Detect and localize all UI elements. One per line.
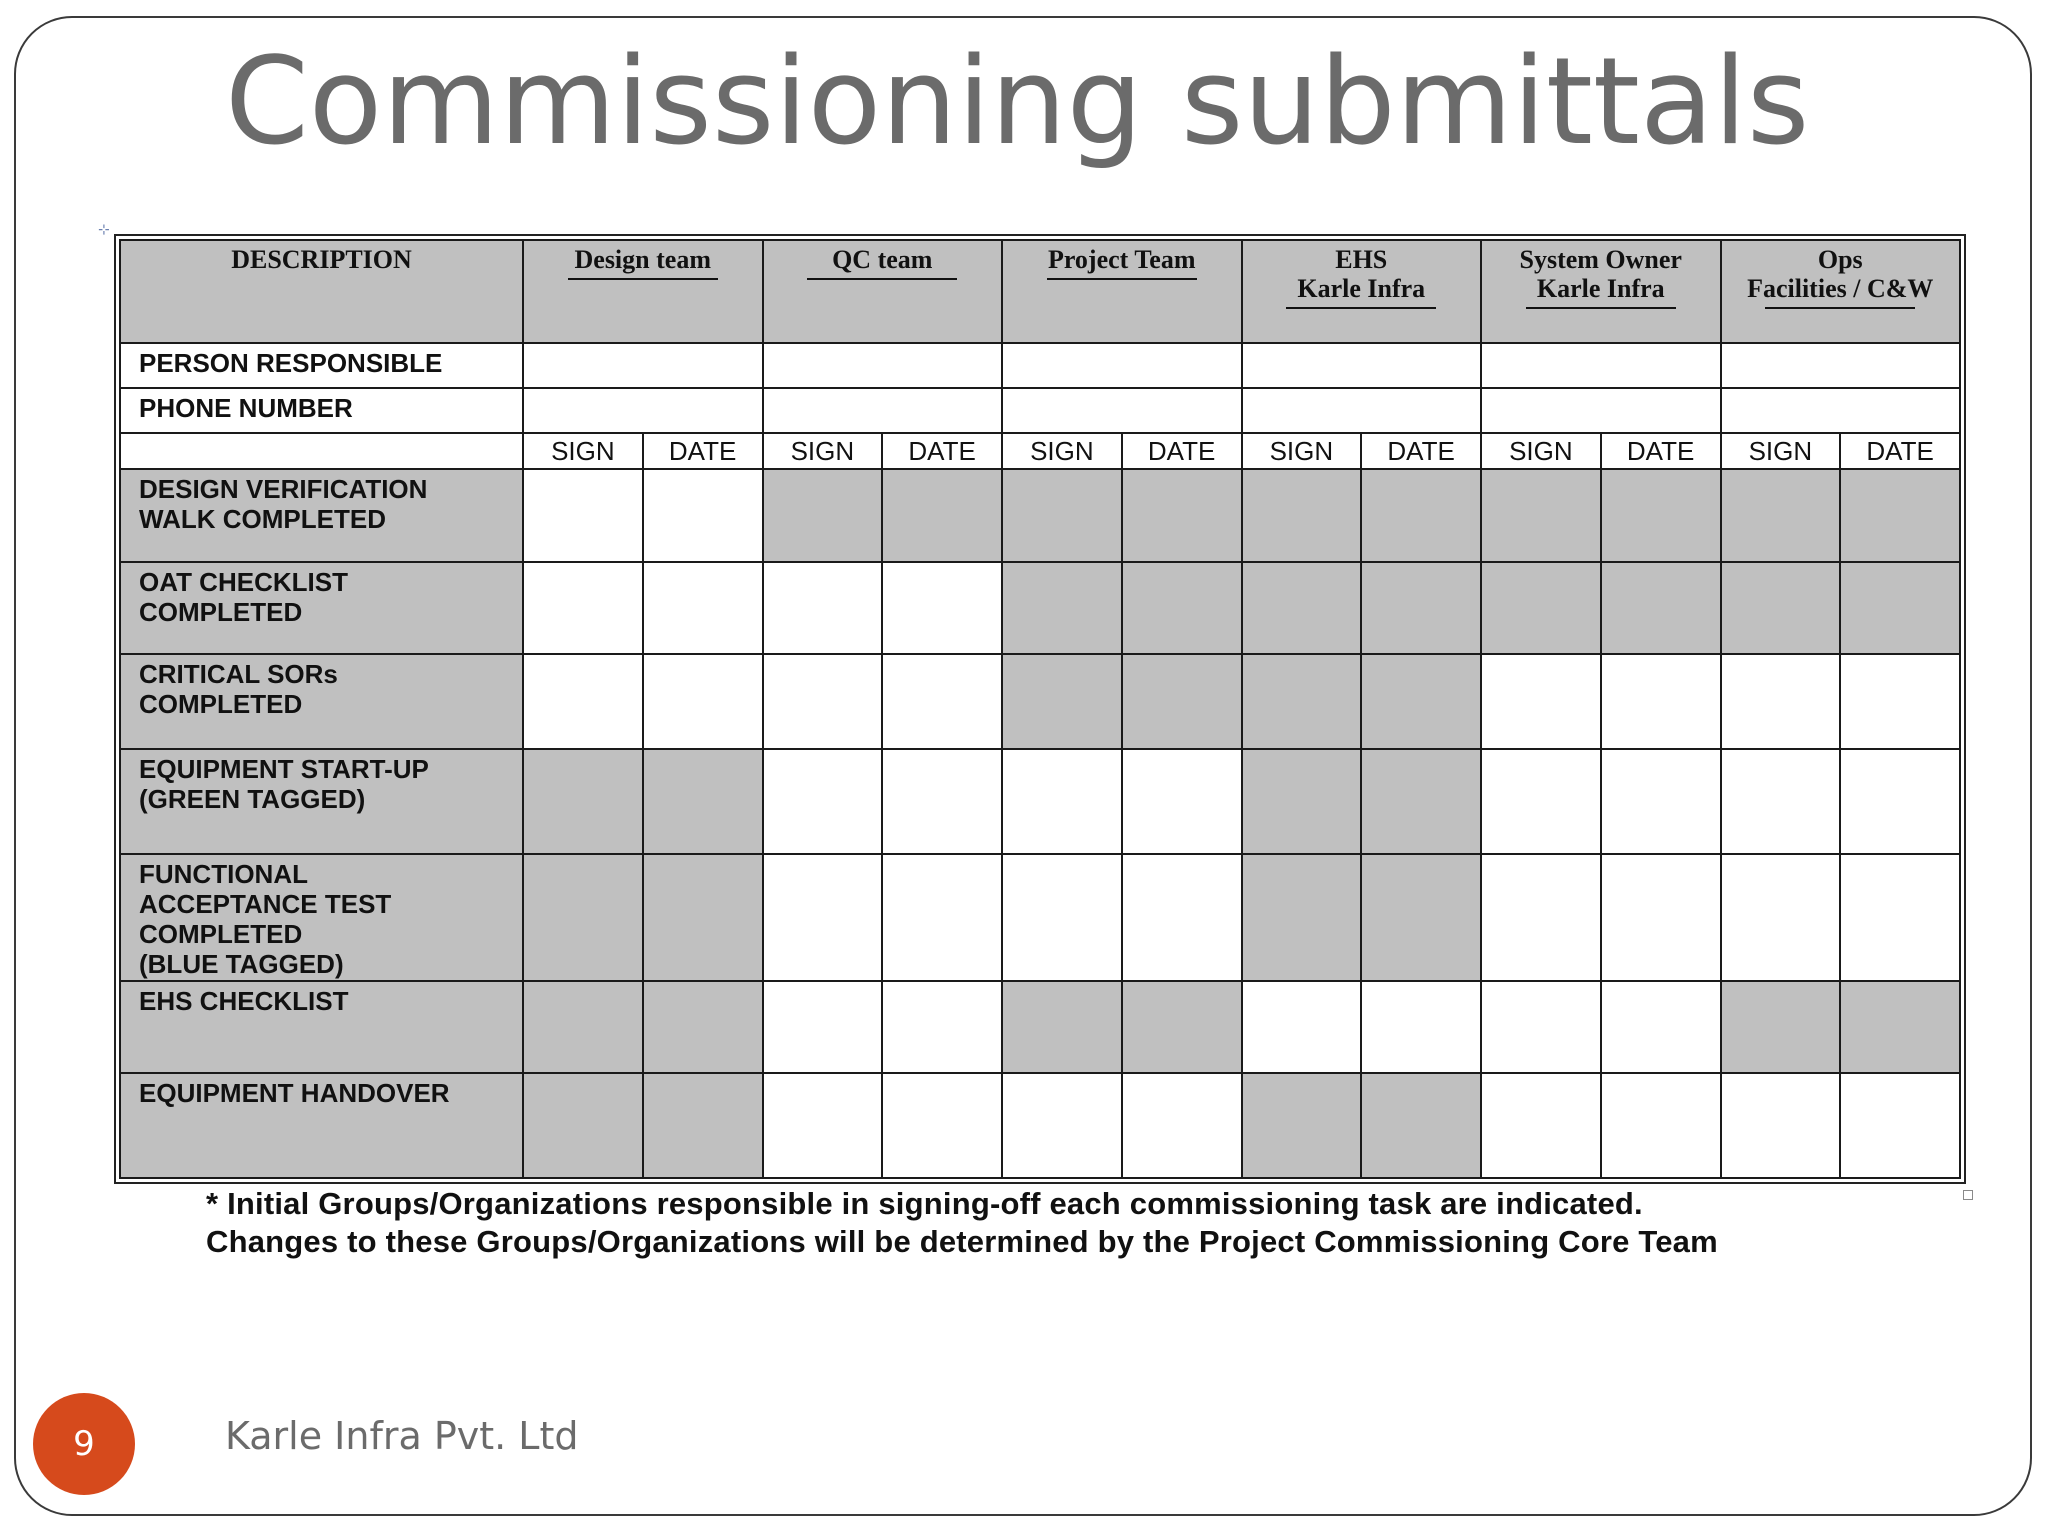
sign-cell[interactable]	[1721, 749, 1841, 855]
group-header-5	[1481, 240, 1721, 343]
sign-date-blank-cell	[120, 433, 523, 469]
sign-cell	[523, 1073, 643, 1178]
group-header-6	[1721, 240, 1961, 343]
sign-column-header: SIGN	[1242, 433, 1362, 469]
group-header-2	[763, 240, 1003, 343]
date-column-header: DATE	[643, 433, 763, 469]
sign-cell[interactable]	[1242, 981, 1362, 1073]
date-cell	[1361, 654, 1481, 749]
sign-cell	[1242, 749, 1362, 855]
sign-cell	[1242, 654, 1362, 749]
group-name: EHS	[1335, 245, 1388, 274]
group-organization: Karle Infra	[1536, 274, 1665, 303]
entry-cell[interactable]	[1481, 388, 1721, 433]
entry-cell[interactable]	[523, 343, 763, 388]
submittals-table	[119, 239, 1961, 1179]
date-cell[interactable]	[882, 981, 1002, 1073]
sign-column-header: SIGN	[1481, 433, 1601, 469]
group-header-1	[523, 240, 763, 343]
sign-cell	[1721, 981, 1841, 1073]
sign-date-row	[120, 433, 1960, 469]
sign-cell	[1481, 469, 1601, 561]
sign-cell[interactable]	[763, 562, 883, 654]
signature-line	[807, 278, 957, 280]
entry-cell[interactable]	[1002, 343, 1242, 388]
sign-cell[interactable]	[763, 854, 883, 981]
date-column-header: DATE	[1122, 433, 1242, 469]
date-cell[interactable]	[1601, 654, 1721, 749]
task-row	[120, 854, 1960, 981]
description-header: DESCRIPTION	[120, 240, 523, 343]
sign-cell[interactable]	[763, 981, 883, 1073]
task-label: DESIGN VERIFICATION WALK COMPLETED	[120, 469, 523, 561]
date-cell[interactable]	[643, 562, 763, 654]
sign-column-header: SIGN	[1721, 433, 1841, 469]
sign-cell	[1721, 562, 1841, 654]
sign-column-header: SIGN	[1002, 433, 1122, 469]
submittals-table-container	[114, 234, 1966, 1184]
sign-cell	[1721, 469, 1841, 561]
date-cell[interactable]	[882, 749, 1002, 855]
footnote-line-1: * Initial Groups/Organizations responsible in signing-off each commissioning task are indicated.	[206, 1186, 1643, 1221]
entry-cell[interactable]	[1002, 388, 1242, 433]
entry-cell[interactable]	[1721, 343, 1961, 388]
task-label: FUNCTIONAL ACCEPTANCE TEST COMPLETED (BLUE TAGGED)	[120, 854, 523, 981]
footnote-line-2: Changes to these Groups/Organizations will be determined by the Project Commissioning Core Team	[206, 1224, 1718, 1259]
task-label: EHS CHECKLIST	[120, 981, 523, 1073]
date-cell	[643, 854, 763, 981]
sign-column-header: SIGN	[763, 433, 883, 469]
group-name: Project Team	[1047, 245, 1196, 274]
date-cell	[1601, 469, 1721, 561]
date-cell[interactable]	[882, 654, 1002, 749]
sign-cell	[523, 981, 643, 1073]
sign-cell	[763, 469, 883, 561]
group-name: Ops	[1817, 245, 1863, 274]
date-cell	[1361, 854, 1481, 981]
sign-cell[interactable]	[1481, 1073, 1601, 1178]
table-anchor-icon: ⊹	[98, 222, 110, 238]
date-column-header: DATE	[882, 433, 1002, 469]
resize-handle-icon[interactable]	[1963, 1190, 1973, 1200]
date-column-header: DATE	[1601, 433, 1721, 469]
signature-line	[1286, 307, 1436, 309]
sign-cell	[1002, 469, 1122, 561]
signature-line	[1047, 278, 1197, 280]
entry-cell[interactable]	[1242, 388, 1482, 433]
date-cell	[1840, 981, 1960, 1073]
date-cell	[1361, 562, 1481, 654]
task-row	[120, 981, 1960, 1073]
date-cell[interactable]	[1122, 749, 1242, 855]
group-header-row	[120, 240, 1960, 343]
date-cell[interactable]	[1840, 749, 1960, 855]
footnote	[206, 1185, 1718, 1261]
entry-cell[interactable]	[523, 388, 763, 433]
sign-cell	[1242, 854, 1362, 981]
date-cell	[1361, 469, 1481, 561]
date-cell[interactable]	[1601, 749, 1721, 855]
date-cell	[643, 981, 763, 1073]
sign-cell[interactable]	[1481, 749, 1601, 855]
sign-cell[interactable]	[763, 654, 883, 749]
page-number: 9	[73, 1424, 95, 1464]
date-cell[interactable]	[1840, 654, 1960, 749]
page-number-badge	[33, 1393, 135, 1495]
phone-number-label: PHONE NUMBER	[120, 388, 523, 433]
date-cell[interactable]	[1122, 1073, 1242, 1178]
sign-cell	[1481, 562, 1601, 654]
group-name: System Owner	[1519, 245, 1682, 274]
date-cell[interactable]	[643, 469, 763, 561]
date-column-header: DATE	[1840, 433, 1960, 469]
date-cell[interactable]	[1361, 981, 1481, 1073]
slide-title: Commissioning submittals	[225, 33, 1810, 172]
group-name: Design team	[574, 245, 711, 274]
entry-cell[interactable]	[1481, 343, 1721, 388]
date-cell	[1361, 749, 1481, 855]
sign-cell[interactable]	[763, 749, 883, 855]
date-column-header: DATE	[1361, 433, 1481, 469]
date-cell	[643, 749, 763, 855]
entry-cell[interactable]	[1242, 343, 1482, 388]
sign-cell	[1002, 654, 1122, 749]
phone-number-row	[120, 388, 1960, 433]
date-cell	[1122, 469, 1242, 561]
date-cell	[643, 1073, 763, 1178]
sign-cell[interactable]	[1481, 981, 1601, 1073]
date-cell[interactable]	[1601, 981, 1721, 1073]
sign-cell[interactable]	[1002, 749, 1122, 855]
sign-cell[interactable]	[1481, 654, 1601, 749]
group-header-3	[1002, 240, 1242, 343]
sign-cell[interactable]	[1721, 854, 1841, 981]
entry-cell[interactable]	[763, 388, 1003, 433]
date-cell[interactable]	[882, 1073, 1002, 1178]
task-label: EQUIPMENT HANDOVER	[120, 1073, 523, 1178]
sign-cell	[1242, 562, 1362, 654]
group-name: QC team	[832, 245, 933, 274]
signature-line	[1765, 307, 1915, 309]
date-cell[interactable]	[1122, 854, 1242, 981]
date-cell	[1840, 562, 1960, 654]
sign-cell	[1002, 981, 1122, 1073]
entry-cell[interactable]	[1721, 388, 1961, 433]
date-cell	[1361, 1073, 1481, 1178]
signature-line	[1526, 307, 1676, 309]
date-cell[interactable]	[1840, 854, 1960, 981]
date-cell	[1601, 562, 1721, 654]
sign-column-header: SIGN	[523, 433, 643, 469]
date-cell	[1122, 562, 1242, 654]
date-cell[interactable]	[1840, 1073, 1960, 1178]
sign-cell[interactable]	[1721, 1073, 1841, 1178]
sign-cell[interactable]	[523, 562, 643, 654]
date-cell[interactable]	[882, 854, 1002, 981]
group-organization: Facilities / C&W	[1747, 274, 1934, 303]
sign-cell[interactable]	[1002, 854, 1122, 981]
sign-cell[interactable]	[523, 654, 643, 749]
task-row	[120, 469, 1960, 561]
person-responsible-row	[120, 343, 1960, 388]
date-cell	[1840, 469, 1960, 561]
task-row	[120, 562, 1960, 654]
task-row	[120, 1073, 1960, 1178]
task-row	[120, 654, 1960, 749]
sign-cell[interactable]	[1481, 854, 1601, 981]
sign-cell	[523, 854, 643, 981]
sign-cell[interactable]	[763, 1073, 883, 1178]
sign-cell[interactable]	[523, 469, 643, 561]
signature-line	[568, 278, 718, 280]
sign-cell[interactable]	[1002, 1073, 1122, 1178]
sign-cell	[1242, 469, 1362, 561]
company-name: Karle Infra Pvt. Ltd	[225, 1414, 579, 1458]
sign-cell	[1002, 562, 1122, 654]
date-cell	[882, 469, 1002, 561]
date-cell	[1122, 654, 1242, 749]
task-label: EQUIPMENT START-UP (GREEN TAGGED)	[120, 749, 523, 855]
date-cell[interactable]	[643, 654, 763, 749]
sign-cell	[523, 749, 643, 855]
entry-cell[interactable]	[763, 343, 1003, 388]
task-label: CRITICAL SORs COMPLETED	[120, 654, 523, 749]
person-responsible-label: PERSON RESPONSIBLE	[120, 343, 523, 388]
sign-cell[interactable]	[1721, 654, 1841, 749]
group-header-4	[1242, 240, 1482, 343]
task-row	[120, 749, 1960, 855]
sign-cell	[1242, 1073, 1362, 1178]
task-label: OAT CHECKLIST COMPLETED	[120, 562, 523, 654]
date-cell[interactable]	[1601, 1073, 1721, 1178]
group-organization: Karle Infra	[1297, 274, 1426, 303]
date-cell	[1122, 981, 1242, 1073]
date-cell[interactable]	[1601, 854, 1721, 981]
date-cell[interactable]	[882, 562, 1002, 654]
